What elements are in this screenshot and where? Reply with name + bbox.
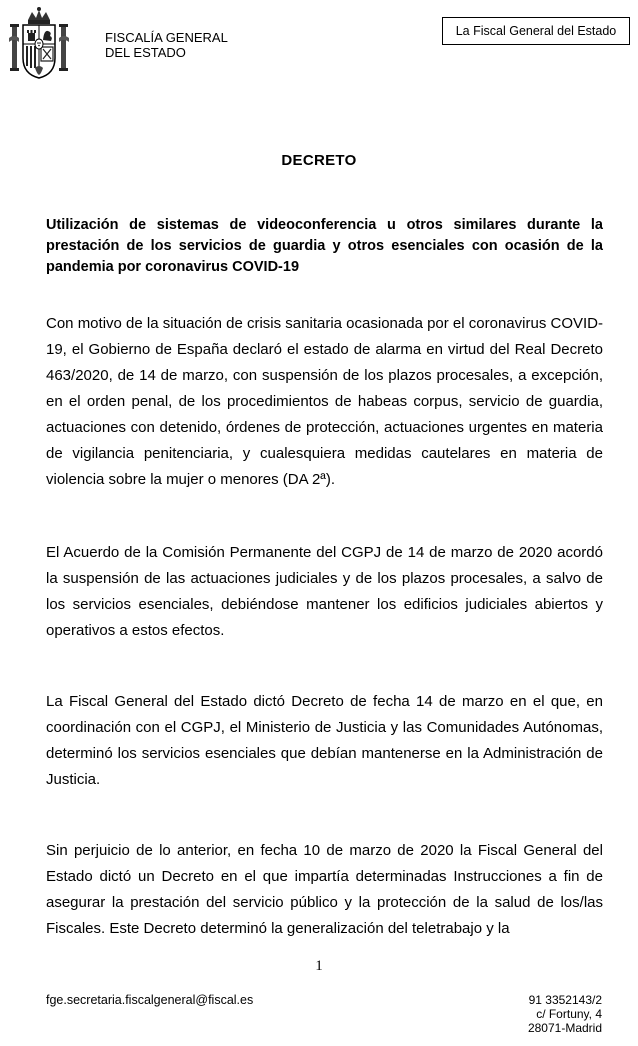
page-number: 1	[315, 958, 323, 974]
institution-line-1: FISCALÍA GENERAL	[105, 30, 228, 45]
footer-contact	[528, 993, 602, 1035]
institution-line-2: DEL ESTADO	[105, 45, 186, 60]
paragraph-1: Con motivo de la situación de crisis sanitaria ocasionada por el coronavirus COVID-19, el Gobierno de España declaró el estado de alarma en virtud del Real Decreto 463/2020, de 14 de marzo, con suspensión de los plazos procesales, a excepción, en el orden penal, de los procedimientos de habeas corpus, servicio de guardia, actuaciones con detenido, órdenes de protección, actuaciones urgentes en materia de vigilancia penitenciaria, y cualesquiera medidas cautelares en materia de violencia sobre la mujer o menores (DA 2ª).	[46, 315, 603, 488]
institution-name	[105, 30, 228, 60]
footer-phone: 91 3352143/2	[528, 993, 602, 1007]
document-title: DECRETO	[281, 152, 357, 169]
footer-street: c/ Fortuny, 4	[536, 1007, 602, 1021]
footer-city: 28071-Madrid	[527, 1021, 602, 1035]
paragraph-2: El Acuerdo de la Comisión Permanente del CGPJ de 14 de marzo de 2020 acordó la suspensión de las actuaciones judiciales y de los plazos procesales, a salvo de los servicios esenciales, debiéndose mantener los edificios judiciales abiertos y operativos a estos efectos.	[46, 544, 603, 639]
document-subject: Utilización de sistemas de videoconferencia u otros similares durante la prestación de los servicios de guardia y otros esenciales con ocasión de la pandemia por coronavirus COVID-19	[46, 217, 603, 275]
paragraph-4: Sin perjuicio de lo anterior, en fecha 10 de marzo de 2020 la Fiscal General del Estado dictó un Decreto en el que impartía determinadas Instrucciones a fin de asegurar la prestación del servicio público y la protección de la salud de los/las Fiscales. Este Decreto determinó la generalización del teletrabajo y la	[46, 842, 603, 937]
footer-email: fge.secretaria.fiscalgeneral@fiscal.es	[46, 993, 254, 1007]
coat-of-arms-icon	[8, 6, 70, 82]
paragraph-3: La Fiscal General del Estado dictó Decreto de fecha 14 de marzo en el que, en coordinación con el CGPJ, el Ministerio de Justicia y las Comunidades Autónomas, determinó los servicios esenciales que debían mantenerse en la Administración de Justicia.	[46, 693, 603, 788]
signatory-box: La Fiscal General del Estado	[442, 17, 630, 45]
